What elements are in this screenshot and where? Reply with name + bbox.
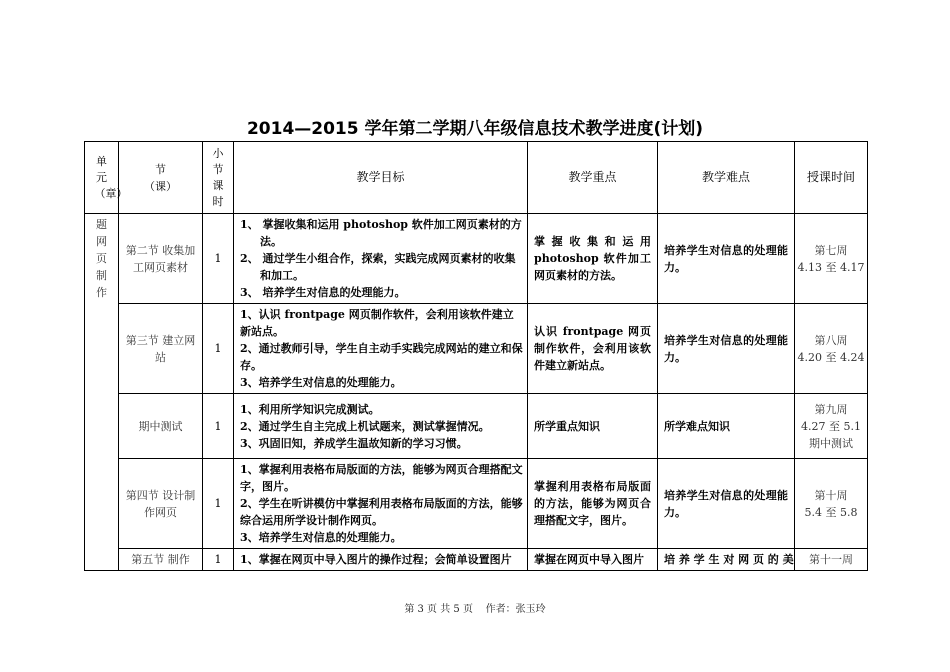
hours-cell: 1	[203, 214, 234, 304]
goal-line: 2、学生在听讲模仿中掌握利用表格布局版面的方法，能够综合运用所学设计制作网页。	[240, 497, 523, 527]
goal-line: 1、 掌握收集和运用 photoshop 软件加工网页素材的方法。	[240, 218, 522, 248]
table-row	[85, 549, 868, 571]
header-unit: 单元（章）	[85, 142, 119, 214]
time-cell: 第八周 4.20 至 4.24	[795, 304, 868, 394]
time-cell: 第十周 5.4 至 5.8	[795, 459, 868, 549]
header-difficulties: 教学难点	[658, 142, 795, 214]
goal-line: 1、掌握利用表格布局版面的方法，能够为网页合理搭配文字，图片。	[240, 463, 523, 493]
hours-cell: 1	[203, 459, 234, 549]
unit-cell: 题网页制作	[85, 214, 119, 571]
time-cell: 第九周 4.27 至 5.1 期中测试	[795, 394, 868, 459]
difficulty-cell: 所学难点知识	[658, 394, 795, 459]
hours-cell: 1	[203, 394, 234, 459]
goals-cell	[234, 549, 528, 571]
goals-cell	[234, 394, 528, 459]
key-point-cell: 掌握在网页中导入图片	[528, 549, 658, 571]
goal-line: 2、通过教师引导，学生自主动手实践完成网站的建立和保存。	[240, 342, 523, 372]
key-point-cell: 掌 握 收 集 和 运 用 photoshop 软件加工网页素材的方法。	[528, 214, 658, 304]
time-cell: 第十一周	[795, 549, 868, 571]
section-cell: 第三节 建立网站	[119, 304, 203, 394]
table-row	[85, 459, 868, 549]
goal-line: 2、 通过学生小组合作，探索，实践完成网页素材的收集和加工。	[240, 252, 516, 282]
page-footer: 第 3 页 共 5 页 作者：张玉玲	[404, 604, 546, 615]
key-point-cell: 认识 frontpage 网页制作软件，会利用该软件建立新站点。	[528, 304, 658, 394]
key-point-cell: 所学重点知识	[528, 394, 658, 459]
goal-line: 1、掌握在网页中导入图片的操作过程；会简单设置图片	[240, 553, 512, 566]
goal-line: 2、通过学生自主完成上机试题来，测试掌握情况。	[240, 419, 490, 433]
goal-line: 1、利用所学知识完成测试。	[240, 402, 380, 416]
section-cell: 第四节 设计制作网页	[119, 459, 203, 549]
schedule-table	[84, 141, 868, 571]
section-cell: 第二节 收集加工网页素材	[119, 214, 203, 304]
goal-line: 3、巩固旧知，养成学生温故知新的学习习惯。	[240, 436, 468, 450]
header-key-points: 教学重点	[528, 142, 658, 214]
difficulty-cell: 培养学生对信息的处理能力。	[658, 459, 795, 549]
header-hours: 小节课时	[203, 142, 234, 214]
header-section: 节 （课）	[119, 142, 203, 214]
header-time: 授课时间	[795, 142, 868, 214]
hours-cell: 1	[203, 304, 234, 394]
table-row	[85, 304, 868, 394]
goals-cell	[234, 459, 528, 549]
difficulty-cell: 培 养 学 生 对 网 页 的 美	[658, 549, 795, 571]
table-row	[85, 394, 868, 459]
goal-line: 3、培养学生对信息的处理能力。	[240, 531, 402, 544]
time-cell: 第七周 4.13 至 4.17	[795, 214, 868, 304]
key-point-cell: 掌握利用表格布局版面的方法，能够为网页合理搭配文字，图片。	[528, 459, 658, 549]
goal-line: 3、培养学生对信息的处理能力。	[240, 376, 402, 389]
table-row	[85, 214, 868, 304]
section-cell: 第五节 制作	[119, 549, 203, 571]
section-cell: 期中测试	[119, 394, 203, 459]
goals-cell	[234, 214, 528, 304]
header-goals: 教学目标	[234, 142, 528, 214]
goals-cell	[234, 304, 528, 394]
goal-line: 1、认识 frontpage 网页制作软件，会利用该软件建立新站点。	[240, 308, 514, 338]
document-title: 2014—2015 学年第二学期八年级信息技术教学进度(计划)	[246, 119, 704, 139]
difficulty-cell: 培养学生对信息的处理能力。	[658, 304, 795, 394]
goal-line: 3、 培养学生对信息的处理能力。	[240, 286, 406, 299]
header-row	[85, 142, 868, 214]
difficulty-cell: 培养学生对信息的处理能力。	[658, 214, 795, 304]
hours-cell: 1	[203, 549, 234, 571]
